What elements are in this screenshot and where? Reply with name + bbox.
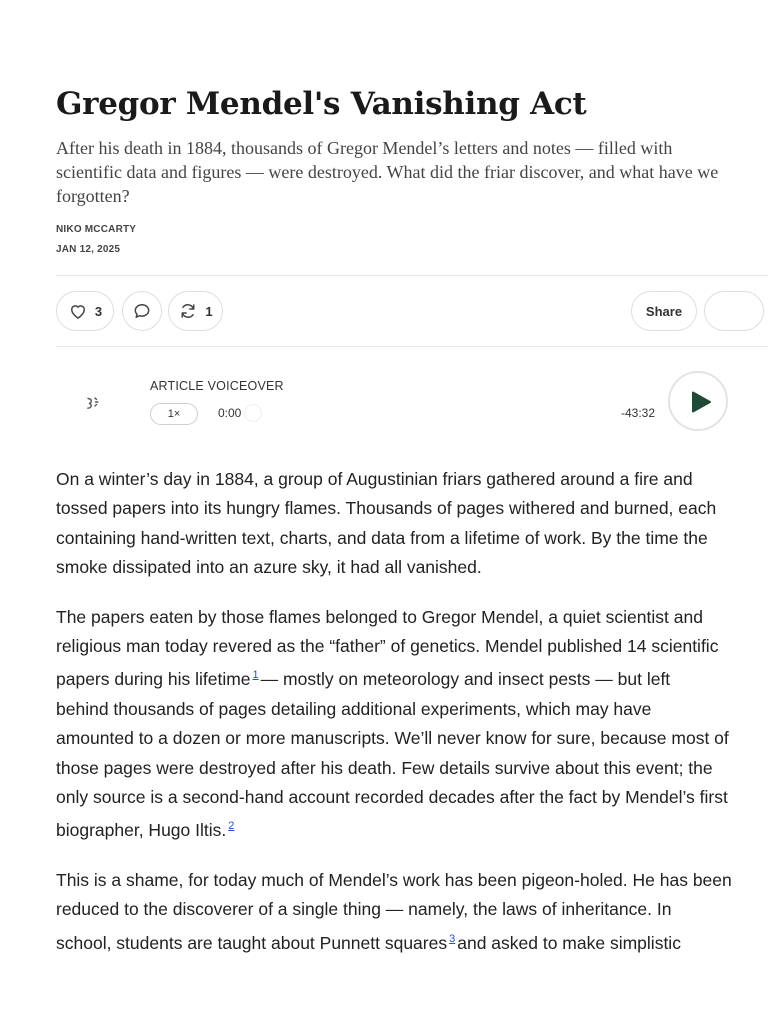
author-name[interactable]: NIKO MCCARTY — [56, 224, 137, 235]
playback-speed-button[interactable]: 1× — [150, 403, 198, 425]
body-text: biographer, Hugo Iltis. — [56, 820, 227, 841]
article-body — [56, 465, 768, 958]
divider-top — [56, 275, 768, 276]
body-text: — mostly on meteorology and insect pests — but left — [260, 669, 671, 690]
body-line: amounted to a dozen or more manuscripts. We’ll never know for sure, because most of — [56, 728, 729, 749]
footnote-link-2[interactable]: 2 — [228, 820, 235, 833]
body-text: papers during his lifetime — [56, 669, 251, 690]
like-button[interactable] — [56, 291, 114, 331]
footnote-link-1[interactable]: 1 — [252, 669, 259, 682]
body-line: This is a shame, for today much of Mendel’s work has been pigeon-holed. He has been — [56, 869, 732, 890]
restack-button[interactable] — [168, 291, 223, 331]
share-button[interactable]: Share — [631, 291, 697, 331]
body-line: tossed papers into its hungry flames. Thousands of pages withered and burned, each — [56, 498, 717, 519]
article-subtitle: After his death in 1884, thousands of Gregor Mendel’s letters and notes — filled with scientific data and figures — were destroyed. What did the friar discover, and what have we forgotten? — [56, 138, 719, 206]
divider-bottom — [56, 346, 768, 347]
restack-count: 1 — [205, 303, 213, 319]
body-text: school, students are taught about Punnett squares — [56, 932, 448, 953]
like-count: 3 — [94, 303, 103, 319]
body-line — [56, 661, 768, 694]
body-line: reduced to the discoverer of a single thing — namely, the laws of inheritance. In — [56, 899, 672, 920]
progress-scrubber[interactable] — [244, 404, 262, 422]
page-title: Gregor Mendel's Vanishing Act — [56, 86, 587, 122]
body-line — [56, 812, 768, 845]
body-line: religious man today revered as the “father” of genetics. Mendel published 14 scientific — [56, 636, 719, 657]
more-options-button[interactable] — [704, 291, 764, 331]
body-text: and asked to make simplistic — [457, 932, 681, 953]
body-line: The papers eaten by those flames belonged to Gregor Mendel, a quiet scientist and — [56, 606, 703, 627]
current-time: 0:00 — [218, 406, 242, 420]
play-icon — [690, 390, 712, 414]
paragraph-2 — [56, 603, 768, 846]
article-page — [56, 0, 768, 1024]
remaining-time: -43:32 — [621, 406, 656, 420]
publish-date: JAN 12, 2025 — [56, 244, 121, 255]
body-line: containing hand-written text, charts, and data from a lifetime of work. By the time the — [56, 527, 708, 548]
paragraph-3 — [56, 866, 768, 958]
body-line: behind thousands of pages detailing additional experiments, which may have — [56, 698, 652, 719]
play-button[interactable] — [668, 371, 728, 431]
footnote-link-3[interactable]: 3 — [449, 932, 456, 945]
voiceover-label: ARTICLE VOICEOVER — [150, 379, 284, 393]
restack-arrows-icon — [178, 301, 198, 321]
body-line: On a winter’s day in 1884, a group of Augustinian friars gathered around a fire and — [56, 469, 693, 489]
comment-button[interactable] — [122, 291, 162, 331]
heart-icon — [68, 301, 88, 321]
body-line — [56, 925, 768, 958]
comment-bubble-icon — [132, 301, 152, 321]
body-line: those pages were destroyed after his death. Few details survive about this event; the — [56, 757, 713, 778]
body-line: only source is a second-hand account recorded decades after the fact by Mendel’s first — [56, 787, 728, 808]
paragraph-1 — [56, 465, 768, 583]
body-line: smoke dissipated into an azure sky, it had all vanished. — [56, 557, 482, 578]
voice-wave-icon — [82, 390, 106, 414]
